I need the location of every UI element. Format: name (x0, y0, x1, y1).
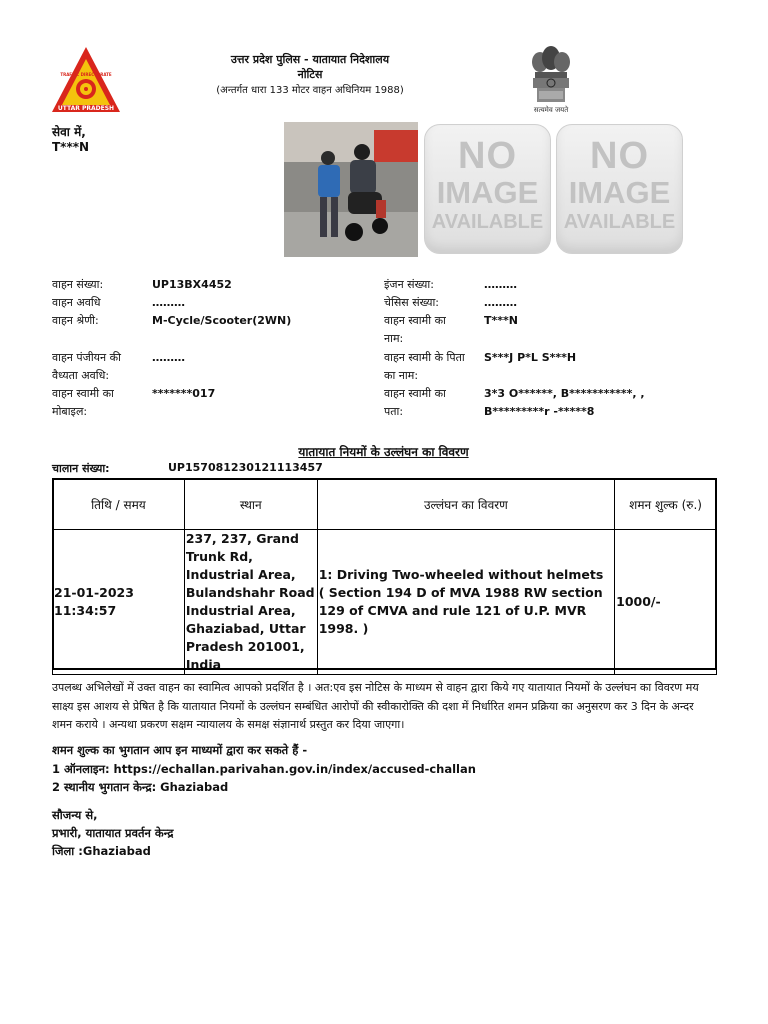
column-header-fine: शमन शुल्क (रु.) (615, 479, 717, 530)
validity-label-line1: वाहन पंजीयन की (52, 351, 121, 364)
owner-address-label-line2: पता: (384, 405, 404, 418)
vehicle-class-value: M-Cycle/Scooter(2WN) (152, 314, 292, 327)
no-image-line1: NO (590, 135, 649, 177)
table-row (53, 530, 717, 675)
owner-mobile-label-line1: वाहन स्वामी का (52, 387, 114, 400)
challan-number-label: चालान संख्या: (52, 462, 110, 475)
violation-section-title: यातायात नियमों के उल्लंघन का विवरण (298, 445, 469, 459)
owner-name-value: T***N (484, 314, 518, 327)
vehicle-age-label: वाहन अवधि (52, 296, 101, 309)
no-image-line1: NO (458, 135, 517, 177)
courtesy-line: सौजन्य से, (52, 808, 98, 822)
father-name-label-line1: वाहन स्वामी के पिता (384, 351, 465, 364)
evidence-photo (284, 122, 418, 257)
validity-label-line2: वैध्यता अवधि: (52, 369, 110, 382)
payment-online: 1 ऑनलाइन: https://echallan.parivahan.gov.in/index/accused-challan (52, 762, 476, 776)
validity-value: ……… (152, 351, 185, 364)
traffic-directorate-logo (50, 45, 122, 115)
emblem-caption: सत्यमेव जयते (533, 106, 569, 114)
no-image-line2: IMAGE (568, 175, 671, 210)
table-header-row (53, 479, 717, 530)
logo-text-bottom: UTTAR PRADESH (57, 105, 115, 112)
column-header-datetime: तिथि / समय (53, 479, 185, 530)
owner-address-line2: B*********r -*****8 (484, 405, 595, 418)
no-image-line3: AVAILABLE (431, 211, 544, 233)
violation-place: 237, 237, Grand Trunk Rd, Industrial Area, Bulandshahr Road Industrial Area, Ghaziabad, Uttar Pradesh 201001, India (184, 530, 317, 675)
notice-body-text: उपलब्ध अभिलेखों में उक्त वाहन का स्वामित्व आपको प्रदर्शित है । अत:एव इस नोटिस के माध्यम से वाहन द्वारा किये गए यातायात नियमों के उल्लंघन का विवरण मय साक्ष्य इस आशय से प्रेषित है कि यातायात नियमों के उल्लंघन सम्बंधित आरोपों की स्वीकारोक्ति की दशा में निर्धारित शमन प्रक्रिया का अनुसरण कर 3 दिन के अन्दर शमन कराये । अन्यथा प्रकरण सक्षम न्यायालय के समक्ष संज्ञानार्थ प्रस्तुत कर दिया जाएगा। (52, 681, 699, 731)
payment-local-center: 2 स्थानीय भुगतान केन्द्र: Ghaziabad (52, 780, 229, 794)
national-emblem-icon (526, 44, 576, 112)
owner-address-label-line1: वाहन स्वामी का (384, 387, 446, 400)
challan-number-value: UP157081230121113457 (168, 461, 323, 474)
owner-mobile-label-line2: मोबाइल: (52, 405, 88, 418)
incharge-line: प्रभारी, यातायात प्रवर्तन केन्द्र (52, 826, 174, 840)
chassis-number-label: चेसिस संख्या: (384, 296, 440, 309)
payment-heading: शमन शुल्क का भुगतान आप इन माध्यमों द्वारा कर सकते हैं - (52, 743, 308, 757)
reg-number-label: वाहन संख्या: (52, 278, 104, 291)
no-image-line3: AVAILABLE (563, 211, 676, 233)
notice-subtitle: (अन्तर्गत धारा 133 मोटर वाहन अधिनियम 1988) (216, 85, 404, 96)
violation-description: 1: Driving Two-wheeled without helmets ( Section 194 D of MVA 1988 RW section 129 of CMVA and rule 121 of U.P. MVR 1998. ) (317, 530, 614, 675)
owner-address-line1: 3*3 O******, B***********, , (484, 387, 645, 400)
owner-name-label-line2: नाम: (384, 332, 404, 345)
no-image-line2: IMAGE (436, 175, 539, 210)
no-image-placeholder (424, 124, 551, 254)
recipient-label: सेवा में, (52, 125, 86, 139)
violation-fine: 1000/- (615, 530, 717, 675)
owner-mobile-value: *******017 (152, 387, 216, 400)
column-header-place: स्थान (184, 479, 317, 530)
violation-table (52, 478, 717, 675)
violation-datetime: 21-01-2023 11:34:57 (53, 530, 185, 675)
father-name-value: S***J P*L S***H (484, 351, 577, 364)
directorate-title: उत्तर प्रदेश पुलिस - यातायात निदेशालय (230, 53, 390, 66)
father-name-label-line2: का नाम: (384, 369, 419, 382)
column-header-description: उल्लंघन का विवरण (317, 479, 614, 530)
engine-number-label: इंजन संख्या: (384, 278, 434, 291)
vehicle-age-value: ……… (152, 296, 185, 309)
logo-text-top: TRAFFIC DIRECTORATE (60, 72, 112, 77)
notice-title: नोटिस (297, 68, 323, 81)
vehicle-class-label: वाहन श्रेणी: (52, 314, 99, 327)
recipient-name: T***N (52, 140, 90, 154)
no-image-placeholder (556, 124, 683, 254)
reg-number-value: UP13BX4452 (152, 278, 232, 291)
district-line: जिला :Ghaziabad (52, 844, 151, 858)
engine-number-value: ……… (484, 278, 517, 291)
owner-name-label-line1: वाहन स्वामी का (384, 314, 446, 327)
chassis-number-value: ……… (484, 296, 517, 309)
